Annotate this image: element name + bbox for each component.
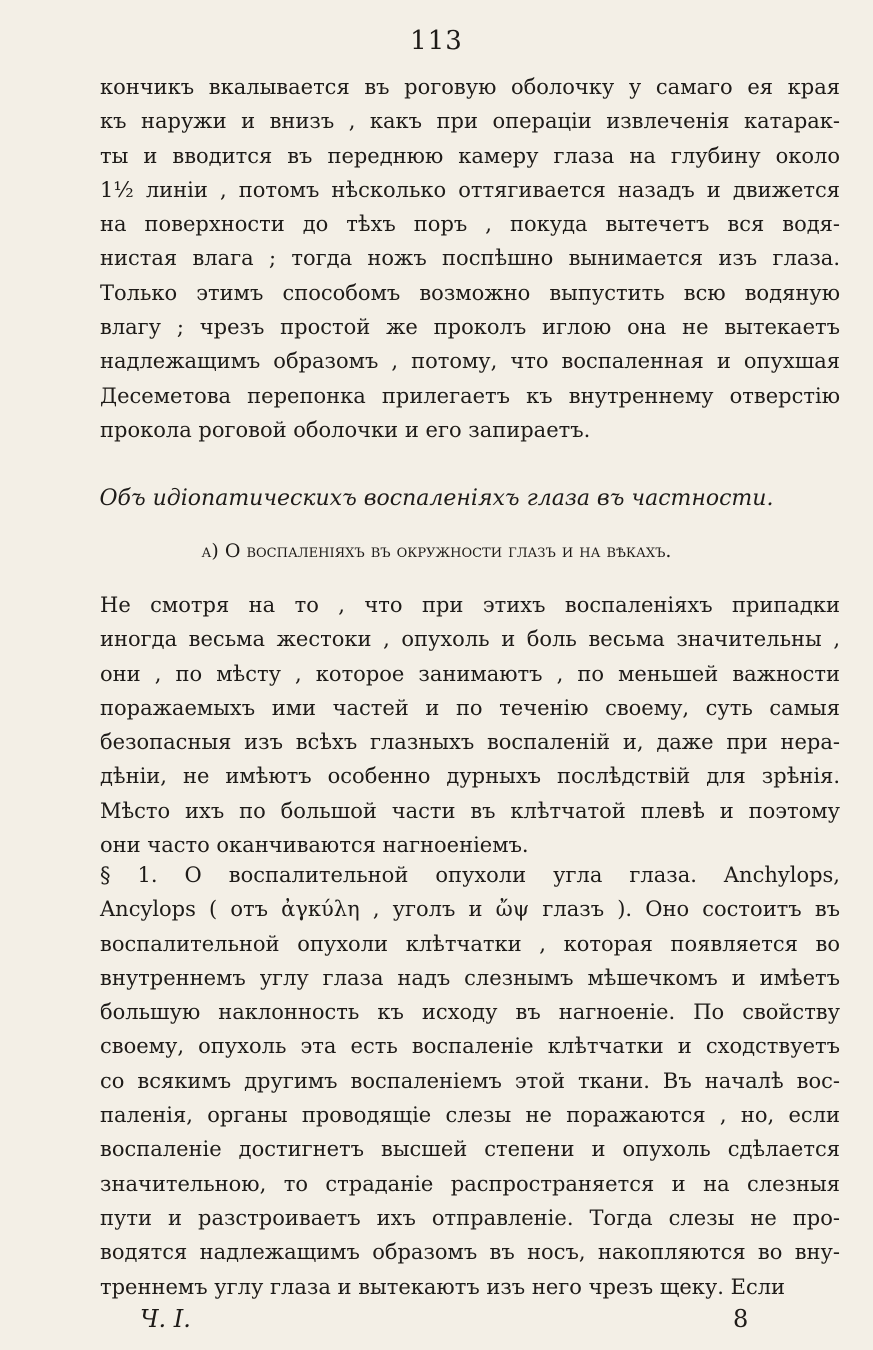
page-number: 113 — [410, 26, 463, 56]
text-line: нистая влага ; тогда ножъ поспѣшно вынимается изъ глаза. — [100, 246, 840, 271]
text-line: Мѣсто ихъ по большой части въ клѣтчатой плевѣ и поэтому — [100, 798, 840, 823]
text-line: къ наружи и внизъ , какъ при операціи извлеченія катарак- — [100, 109, 840, 134]
text-line: ты и вводится въ переднюю камеру глаза на глубину около — [100, 143, 840, 168]
text-line: влагу ; чрезъ простой же проколъ иглою она не вытекаетъ — [100, 315, 840, 340]
text-line: поражаемыхъ ими частей и по теченію своему, суть самыя — [100, 695, 840, 720]
text-line: пути и разстроиваетъ ихъ отправленіе. Тогда слезы не про- — [100, 1205, 840, 1230]
text-line: со всякимъ другимъ воспаленіемъ этой ткани. Въ началѣ вос- — [100, 1068, 840, 1093]
paragraph-2 — [100, 588, 840, 862]
text-line: внутреннемъ углу глаза надъ слезнымъ мѣшечкомъ и имѣетъ — [100, 965, 840, 990]
text-line: треннемъ углу глаза и вытекаютъ изъ него чрезъ щеку. Если — [100, 1274, 786, 1299]
text-line: воспаленіе достигнетъ высшей степени и опухоль сдѣлается — [100, 1137, 840, 1162]
text-line: 1½ линіи , потомъ нѣсколько оттягивается назадъ и движется — [100, 177, 840, 202]
section-title: Объ идіопатическихъ воспаленіяхъ глаза въ частности. — [99, 486, 774, 511]
text-line: значительною, то страданіе распространяется и на слезныя — [100, 1171, 840, 1196]
text-line: надлежащимъ образомъ , потому, что воспаленная и опухшая — [100, 349, 840, 374]
text-line: водятся надлежащимъ образомъ въ носъ, накопляются во вну- — [100, 1240, 840, 1265]
text-line: Только этимъ способомъ возможно выпустить всю водяную — [100, 280, 840, 305]
text-line: Ancylops ( отъ ἀγκύλη , уголъ и ὤψ глазъ ). Оно состоитъ въ — [100, 897, 840, 922]
text-line: воспалительной опухоли клѣтчатки , которая появляется во — [100, 931, 840, 956]
text-line: Десеметова перепонка прилегаетъ къ внутреннему отверстію — [100, 383, 840, 408]
text-line: дѣніи, не имѣютъ особенно дурныхъ послѣдствій для зрѣнія. — [100, 764, 840, 789]
text-line: § 1. О воспалительной опухоли угла глаза. Anchylops, — [100, 863, 840, 887]
text-line: на поверхности до тѣхъ поръ , покуда вытечетъ вся водя- — [100, 212, 840, 237]
text-line: своему, опухоль эта есть воспаленіе клѣтчатки и сходствуетъ — [100, 1034, 840, 1059]
text-line: они часто оканчиваются нагноеніемъ. — [100, 833, 529, 858]
paragraph-1 — [100, 70, 840, 447]
paragraph-3 — [100, 858, 840, 1304]
text-line: они , по мѣсту , которое занимаютъ , по меньшей важности — [100, 661, 840, 686]
text-line: большую наклонность къ исходу въ нагноеніе. По свойству — [100, 1000, 840, 1025]
text-line: Не смотря на то , что при этихъ воспаленіяхъ припадки — [100, 593, 840, 617]
subsection-title: а) О воспаленіяхъ въ окружности глазъ и на вѣкахъ. — [201, 540, 672, 562]
text-line: паленія, органы проводящіе слезы не поражаются , но, если — [100, 1103, 840, 1128]
text-line: прокола роговой оболочки и его запираетъ. — [100, 417, 591, 442]
text-line: иногда весьма жестоки , опухоль и боль весьма значительны , — [100, 627, 840, 652]
footer-signature: Ч. I. — [140, 1305, 191, 1333]
footer-number: 8 — [733, 1305, 749, 1333]
text-line: кончикъ вкалывается въ роговую оболочку у самаго ея края — [100, 75, 840, 99]
text-line: безопасныя изъ всѣхъ глазныхъ воспаленій и, даже при нера- — [100, 730, 840, 755]
